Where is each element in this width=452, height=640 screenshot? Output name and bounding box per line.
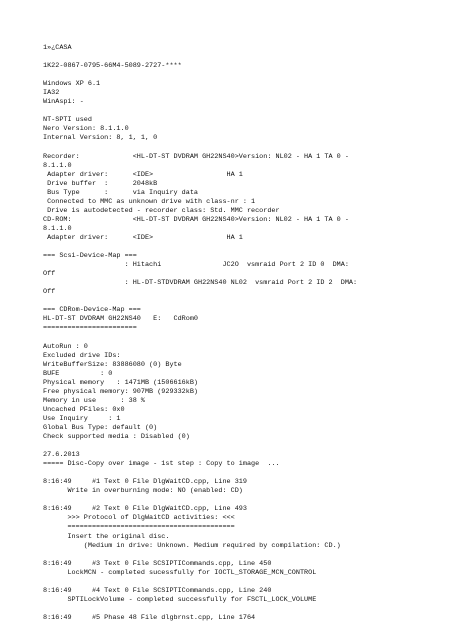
log-line: CD-ROM: <HL-DT-ST DVDRAM GH22NS40>Version: NL02 - HA 1 TA 0 -	[43, 215, 349, 224]
log-line: === CDRom-Device-Map ===	[43, 306, 141, 315]
log-line: Free physical memory: 907MB (929332kB)	[43, 387, 198, 396]
log-line: Nero Version: 8.1.1.0	[43, 125, 129, 134]
log-line: Physical memory : 1471MB (1506616kB)	[43, 378, 198, 387]
log-line: 8:16:49 #5 Phase 48 File dlgbrnst.cpp, Line 1764	[43, 613, 256, 622]
log-line: (Medium in drive: Unknown. Medium required by compilation: CD.)	[43, 541, 341, 550]
log-line: Adapter driver: <IDE> HA 1	[43, 170, 243, 179]
log-line: Check supported media : Disabled (0)	[43, 433, 190, 442]
log-line: Write in overburning mode: NO (enabled: CD)	[43, 487, 243, 496]
log-line: Global Bus Type: default (0)	[43, 423, 158, 432]
log-line: NT-SPTI used	[43, 116, 92, 125]
log-line: Uncached PFiles: 0x0	[43, 405, 125, 414]
log-line: 27.6.2013	[43, 451, 80, 460]
log-line: === Scsi-Device-Map ===	[43, 252, 137, 261]
log-line: Off	[43, 288, 56, 297]
log-line: Drive buffer : 2048kB	[43, 179, 158, 188]
log-line: 8:16:49 #3 Text 0 File SCSIPTICommands.cpp, Line 450	[43, 559, 272, 568]
log-line: AutoRun : 0	[43, 342, 88, 351]
log-line: Bus Type : via Inquiry data	[43, 188, 198, 197]
log-line: 8.1.1.0	[43, 224, 72, 233]
blank-line	[43, 144, 443, 153]
log-line: Excluded drive IDs:	[43, 351, 121, 360]
log-line: Memory in use : 38 %	[43, 396, 145, 405]
log-line: >>> Protocol of DlgWaitCD activities: <<<	[43, 514, 235, 523]
log-line: BUFE : 0	[43, 369, 113, 378]
log-line: =========================================	[43, 523, 235, 532]
blank-line	[43, 469, 443, 478]
log-line: 8.1.1.0	[43, 161, 72, 170]
log-line: IA32	[43, 89, 60, 98]
blank-line	[43, 243, 443, 252]
log-line: Internal Version: 8, 1, 1, 0	[43, 134, 158, 143]
blank-line	[43, 297, 443, 306]
log-line: Drive is autodetected - recorder class: Std. MMC recorder	[43, 206, 280, 215]
log-line: : Hitachi JC2O vsmraid Port 2 ID 0 DMA:	[43, 261, 349, 270]
log-line: Insert the original disc.	[43, 532, 170, 541]
blank-line	[43, 605, 443, 614]
blank-line	[43, 442, 443, 451]
log-line: Windows XP 6.1	[43, 80, 101, 89]
log-line: ===== Disc-Copy over image - 1st step : Copy to image ...	[43, 460, 280, 469]
blank-line	[43, 551, 443, 560]
log-line: 1»¿CASA	[43, 44, 72, 52]
log-line: 8:16:49 #4 Text 0 File SCSIPTICommands.cpp, Line 240	[43, 586, 272, 595]
blank-line	[43, 334, 443, 343]
log-line: 1K22-0867-0795-66M4-5089-2727-****	[43, 62, 182, 71]
blank-line	[43, 53, 443, 62]
log-line: WinAspi: -	[43, 98, 84, 107]
log-line: Connected to MMC as unknown drive with class-nr : 1	[43, 197, 256, 206]
log-line: Off	[43, 270, 56, 279]
log-line: 8:16:49 #1 Text 0 File DlgWaitCD.cpp, Line 319	[43, 478, 247, 487]
log-line: Use Inquiry : 1	[43, 414, 121, 423]
blank-line	[43, 71, 443, 80]
log-line: : HL-DT-STDVDRAM GH22NS40 NL02 vsmraid Port 2 ID 2 DMA:	[43, 279, 358, 288]
log-line: 8:16:49 #2 Text 0 File DlgWaitCD.cpp, Line 493	[43, 505, 247, 514]
log-line: SPTILockVolume - completed successfully for FSCTL_LOCK_VOLUME	[43, 595, 317, 604]
log-line: WriteBufferSize: 83886080 (0) Byte	[43, 360, 182, 369]
log-line: Recorder: <HL-DT-ST DVDRAM GH22NS40>Version: NL02 - HA 1 TA 0 -	[43, 152, 349, 161]
blank-line	[43, 578, 443, 587]
log-text	[43, 44, 443, 623]
log-line: Adapter driver: <IDE> HA 1	[43, 233, 243, 242]
log-line: =======================	[43, 324, 137, 333]
blank-line	[43, 107, 443, 116]
log-line: HL-DT-ST DVDRAM GH22NS40 E: CdRom0	[43, 315, 198, 324]
blank-line	[43, 496, 443, 505]
log-line: LockMCN - completed sucessfully for IOCTL_STORAGE_MCN_CONTROL	[43, 568, 317, 577]
